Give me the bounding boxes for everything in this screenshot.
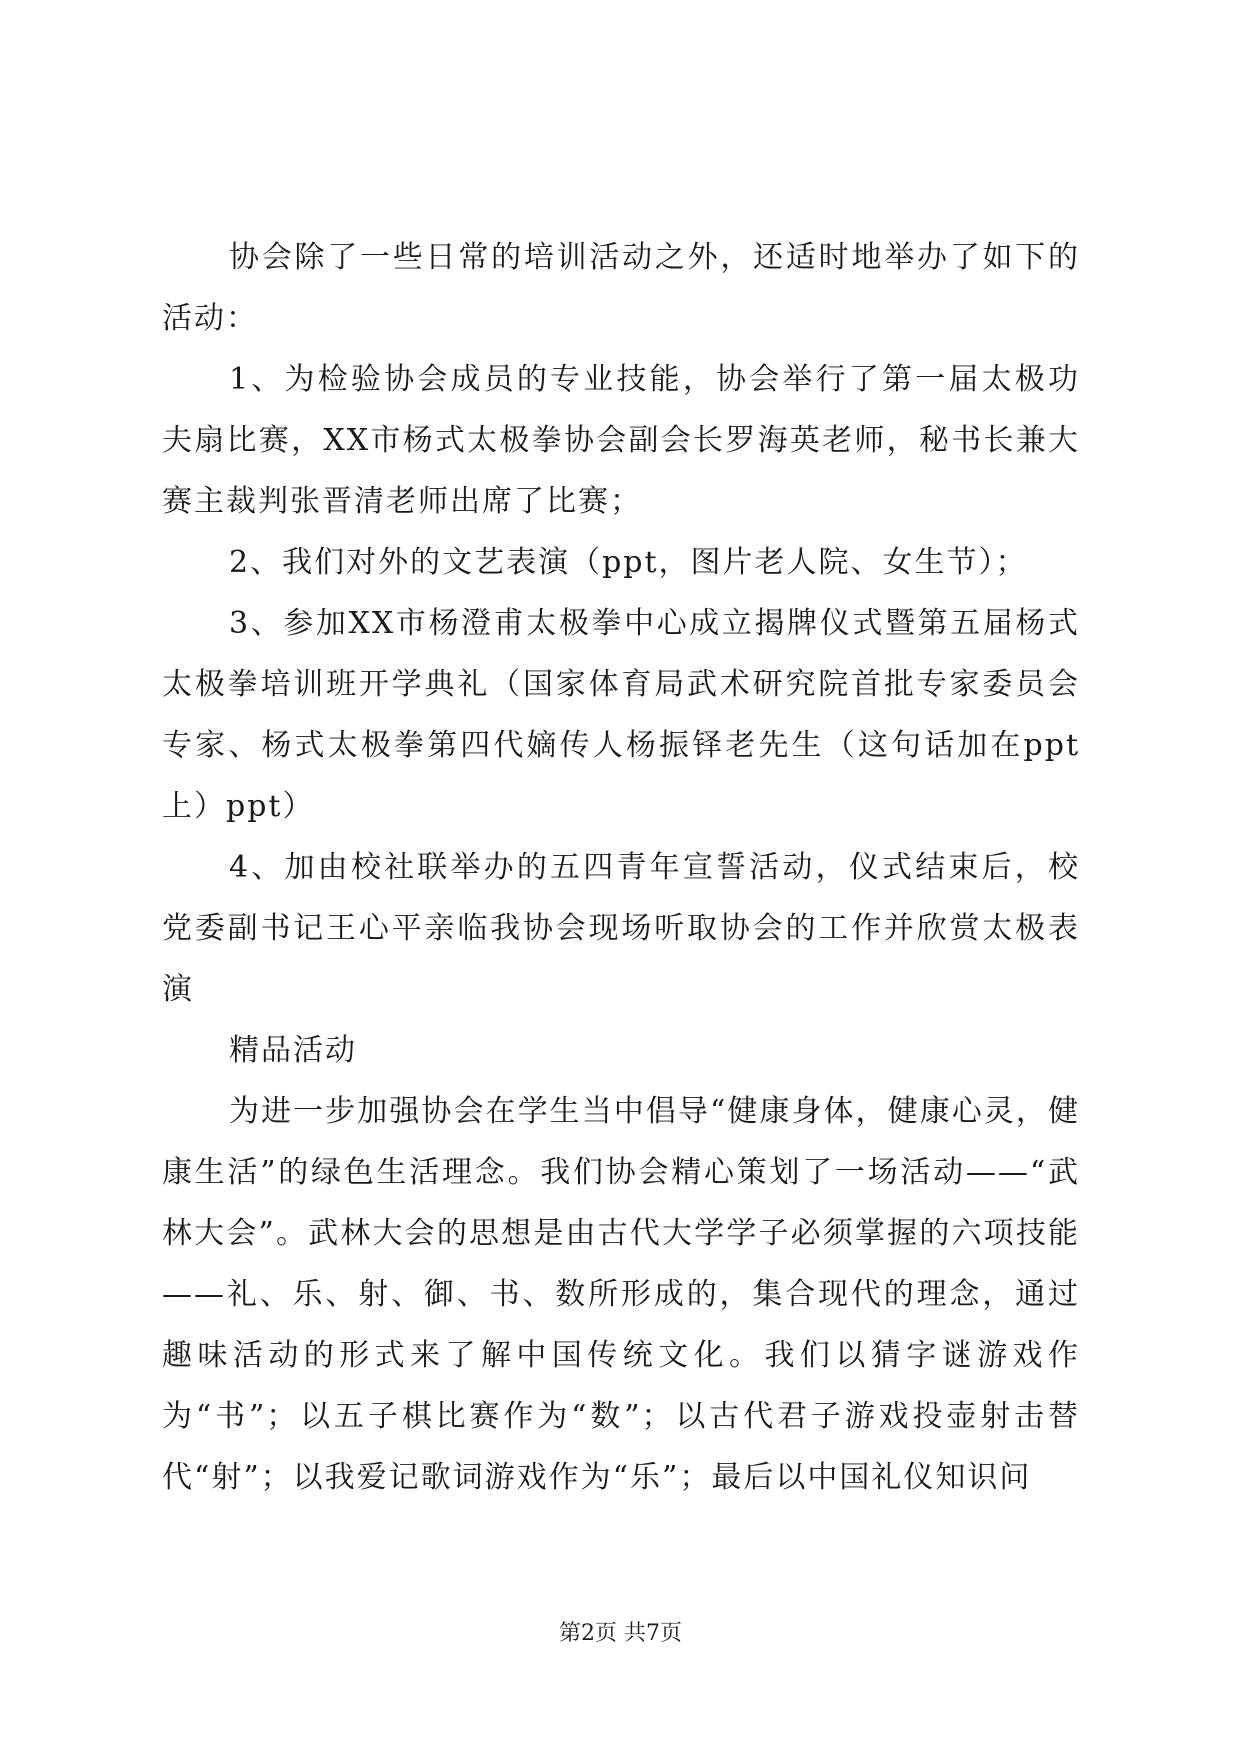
- paragraph-item-1: 1、为检验协会成员的专业技能，协会举行了第一届太极功夫扇比赛，XX市杨式太极拳协会副会长罗海英老师，秘书长兼大赛主裁判张晋清老师出席了比赛；: [162, 362, 1080, 519]
- section-heading: 精品活动: [229, 1033, 357, 1068]
- page-footer: 第2页 共7页: [559, 1621, 682, 1646]
- paragraph-featured-activity: 为进一步加强协会在学生当中倡导“健康身体，健康心灵，健康生活”的绿色生活理念。我们协会精心策划了一场活动——“武林大会”。武林大会的思想是由古代大学学子必须掌握的六项技能——礼、乐、射、御、书、数所形成的，集合现代的理念，通过趣味活动的形式来了解中国传统文化。我们以猜字谜游戏作为“书”；以五子棋比赛作为“数”；以古代君子游戏投壶射击替代“射”；以我爱记歌词游戏作为“乐”；最后以中国礼仪知识问: [162, 1094, 1080, 1495]
- paragraph-item-3: 3、参加XX市杨澄甫太极拳中心成立揭牌仪式暨第五届杨式太极拳培训班开学典礼（国家体育局武术研究院首批专家委员会专家、杨式太极拳第四代嫡传人杨振铎老先生（这句话加在ppt上）ppt）: [162, 606, 1080, 824]
- paragraph-intro: 协会除了一些日常的培训活动之外，还适时地举办了如下的活动：: [162, 240, 1080, 336]
- paragraph-item-4: 4、加由校社联举办的五四青年宣誓活动，仪式结束后，校党委副书记王心平亲临我协会现场听取协会的工作并欣赏太极表演: [162, 850, 1080, 1007]
- document-body: [162, 227, 1080, 1508]
- paragraph-item-2: 2、我们对外的文艺表演（ppt，图片老人院、女生节）；: [229, 545, 1028, 580]
